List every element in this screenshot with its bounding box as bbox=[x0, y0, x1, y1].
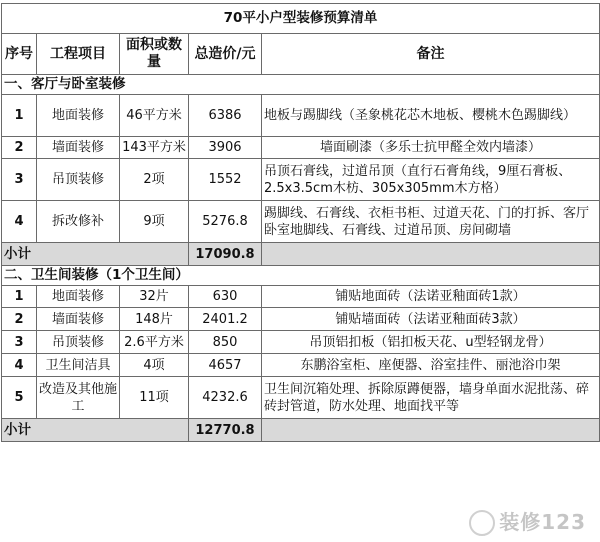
table-row bbox=[2, 159, 600, 201]
title-row bbox=[2, 4, 600, 34]
subtotal-note bbox=[262, 419, 600, 442]
table-row bbox=[2, 308, 600, 331]
row-no: 3 bbox=[2, 331, 37, 354]
row-qty: 4项 bbox=[120, 354, 189, 377]
table-row bbox=[2, 286, 600, 308]
row-qty: 32片 bbox=[120, 286, 189, 308]
row-no: 2 bbox=[2, 137, 37, 159]
section-row bbox=[2, 266, 600, 286]
section2-title: 二、卫生间装修（1个卫生间） bbox=[2, 266, 600, 286]
subtotal-note bbox=[262, 243, 600, 266]
row-qty: 46平方米 bbox=[120, 95, 189, 137]
row-total: 850 bbox=[189, 331, 262, 354]
row-no: 3 bbox=[2, 159, 37, 201]
row-item: 吊顶装修 bbox=[37, 159, 120, 201]
row-total: 6386 bbox=[189, 95, 262, 137]
header-qty: 面积或数量 bbox=[120, 34, 189, 75]
row-qty: 148片 bbox=[120, 308, 189, 331]
row-qty: 2.6平方米 bbox=[120, 331, 189, 354]
row-no: 4 bbox=[2, 201, 37, 243]
row-note: 铺贴墙面砖（法诺亚釉面砖3款） bbox=[262, 308, 600, 331]
row-qty: 11项 bbox=[120, 377, 189, 419]
subtotal-value: 17090.8 bbox=[189, 243, 262, 266]
header-item: 工程项目 bbox=[37, 34, 120, 75]
row-total: 2401.2 bbox=[189, 308, 262, 331]
row-item: 墙面装修 bbox=[37, 137, 120, 159]
subtotal-label: 小计 bbox=[2, 243, 189, 266]
row-note: 东鹏浴室柜、座便器、浴室挂件、丽池浴巾架 bbox=[262, 354, 600, 377]
row-note: 吊顶石膏线，过道吊顶（直行石膏角线，9厘石膏板、2.5x3.5cm木枋、305x305mm木方格） bbox=[262, 159, 600, 201]
watermark-logo bbox=[469, 506, 586, 537]
row-no: 1 bbox=[2, 95, 37, 137]
subtotal-label: 小计 bbox=[2, 419, 189, 442]
row-no: 1 bbox=[2, 286, 37, 308]
row-item: 吊顶装修 bbox=[37, 331, 120, 354]
table-title: 70平小户型装修预算清单 bbox=[2, 4, 600, 34]
row-item: 卫生间洁具 bbox=[37, 354, 120, 377]
row-no: 2 bbox=[2, 308, 37, 331]
row-total: 5276.8 bbox=[189, 201, 262, 243]
row-total: 4657 bbox=[189, 354, 262, 377]
row-item: 改造及其他施工 bbox=[37, 377, 120, 419]
table-row bbox=[2, 354, 600, 377]
table-row bbox=[2, 331, 600, 354]
table-row bbox=[2, 95, 600, 137]
watermark-circle-icon bbox=[469, 510, 495, 536]
header-no: 序号 bbox=[2, 34, 37, 75]
watermark-text: 装修123 bbox=[499, 509, 586, 534]
row-note: 地板与踢脚线（圣象桃花芯木地板、樱桃木色踢脚线） bbox=[262, 95, 600, 137]
subtotal-row bbox=[2, 419, 600, 442]
table-row bbox=[2, 201, 600, 243]
row-qty: 9项 bbox=[120, 201, 189, 243]
row-item: 墙面装修 bbox=[37, 308, 120, 331]
row-item: 地面装修 bbox=[37, 286, 120, 308]
row-note: 墙面刷漆（多乐士抗甲醛全效内墙漆） bbox=[262, 137, 600, 159]
row-note: 踢脚线、石膏线、衣柜书柜、过道天花、门的打拆、客厅卧室地脚线、石膏线、过道吊顶、房间砌墙 bbox=[262, 201, 600, 243]
row-total: 3906 bbox=[189, 137, 262, 159]
section1-title: 一、客厅与卧室装修 bbox=[2, 75, 600, 95]
row-total: 4232.6 bbox=[189, 377, 262, 419]
row-no: 4 bbox=[2, 354, 37, 377]
table-row bbox=[2, 137, 600, 159]
header-note: 备注 bbox=[262, 34, 600, 75]
row-note: 卫生间沉箱处理、拆除原蹲便器，墙身单面水泥批荡、碎砖封管道，防水处理、地面找平等 bbox=[262, 377, 600, 419]
row-total: 1552 bbox=[189, 159, 262, 201]
table-row bbox=[2, 377, 600, 419]
row-no: 5 bbox=[2, 377, 37, 419]
row-note: 铺贴地面砖（法诺亚釉面砖1款） bbox=[262, 286, 600, 308]
header-total: 总造价/元 bbox=[189, 34, 262, 75]
row-item: 地面装修 bbox=[37, 95, 120, 137]
header-row bbox=[2, 34, 600, 75]
row-note: 吊顶铝扣板（铝扣板天花、u型轻钢龙骨） bbox=[262, 331, 600, 354]
subtotal-row bbox=[2, 243, 600, 266]
row-qty: 143平方米 bbox=[120, 137, 189, 159]
row-total: 630 bbox=[189, 286, 262, 308]
budget-table bbox=[1, 3, 600, 442]
section-row bbox=[2, 75, 600, 95]
row-item: 拆改修补 bbox=[37, 201, 120, 243]
row-qty: 2项 bbox=[120, 159, 189, 201]
subtotal-value: 12770.8 bbox=[189, 419, 262, 442]
